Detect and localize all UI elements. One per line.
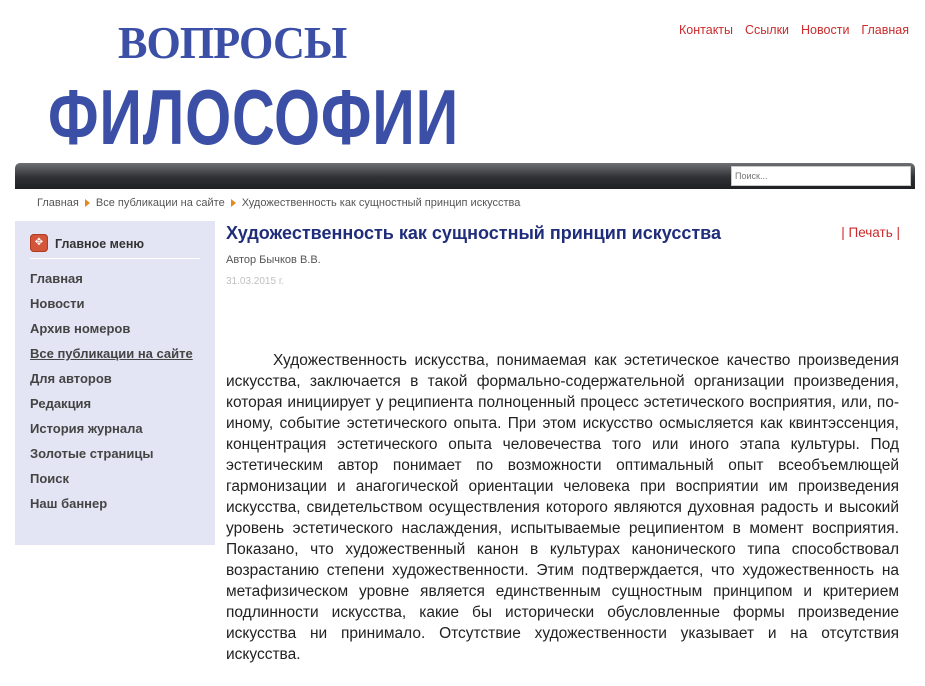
sidebar-item-archive[interactable]: Архив номеров [30, 321, 131, 336]
site-logo[interactable] [48, 12, 460, 162]
sidebar-item-home[interactable]: Главная [30, 271, 83, 286]
sidebar-item-for-authors[interactable]: Для авторов [30, 371, 112, 386]
logo-line-filosofii: ФИЛОСОФИИ [48, 73, 460, 161]
breadcrumb-home[interactable]: Главная [37, 197, 79, 209]
breadcrumb-current: Художественность как сущностный принцип искусства [241, 197, 521, 209]
article-date: 31.03.2015 г. [226, 276, 285, 287]
menu-move-icon: ✥ [30, 234, 48, 252]
breadcrumb-all-publications[interactable]: Все публикации на сайте [95, 197, 225, 209]
sidebar-item-golden-pages[interactable]: Золотые страницы [30, 446, 154, 461]
article-title: Художественность как сущностный принцип искусства [226, 223, 722, 243]
top-menu-news[interactable]: Новости [801, 23, 850, 37]
breadcrumb [37, 197, 520, 209]
sidebar-item-all-publications[interactable]: Все публикации на сайте [30, 346, 193, 361]
menu-title: Главное меню [55, 236, 145, 251]
breadcrumb-arrow-icon [231, 199, 236, 207]
sidebar-item-search[interactable]: Поиск [30, 471, 70, 486]
sidebar-main-menu [15, 221, 215, 545]
article-author: Автор Бычков В.В. [226, 254, 321, 266]
sidebar-item-news[interactable]: Новости [30, 296, 85, 311]
top-menu [679, 23, 909, 37]
navigation-bar [15, 163, 915, 189]
top-menu-links[interactable]: Ссылки [745, 23, 790, 37]
search-input[interactable] [731, 166, 911, 186]
article-body: Художественность искусства, понимаемая как эстетическое качество произведения искусства, заключается в такой формально-содержательной организации произведения, которая инициирует у реципиента полноценный процесс эстетического восприятия, или, по-иному, событие эстетического опыта. При этом искусство осмысляется как квинтэссенция, концентрация эстетического опыта человечества того или иного этапа культуры. Под эстетическим автор понимает по возможности оптимальный опыт всеобъемлющей гармонизации и анагогической ориентации человека при восприятии им произведения искусства, свидетельством осуществления которого являются духовная радость и высокий уровень эстетического наслаждения, испытываемые реципиентом в момент восприятия. Показано, что художественный канон в культурах канонического типа способствовал возрастанию степени художественности. Этим подтверждается, что художественность на метафизическом уровне является единственным сущностным принципом и критерием подлинности искусства, какие бы исторически обусловленные формы произведение искусства ни принимало. Отсутствие художественности указывает и на отсутствия искусства. [226, 352, 899, 663]
menu-header [30, 231, 200, 259]
breadcrumb-arrow-icon [85, 199, 90, 207]
sidebar-item-history[interactable]: История журнала [30, 421, 143, 436]
print-link[interactable]: | Печать | [841, 225, 900, 240]
sidebar-item-banner[interactable]: Наш баннер [30, 496, 108, 511]
sidebar-item-editorial[interactable]: Редакция [30, 396, 92, 411]
menu-list [30, 271, 193, 521]
top-menu-contacts[interactable]: Контакты [679, 23, 734, 37]
logo-line-voprosy: ВОПРОСЫ [118, 17, 347, 68]
top-menu-home[interactable]: Главная [861, 23, 909, 37]
